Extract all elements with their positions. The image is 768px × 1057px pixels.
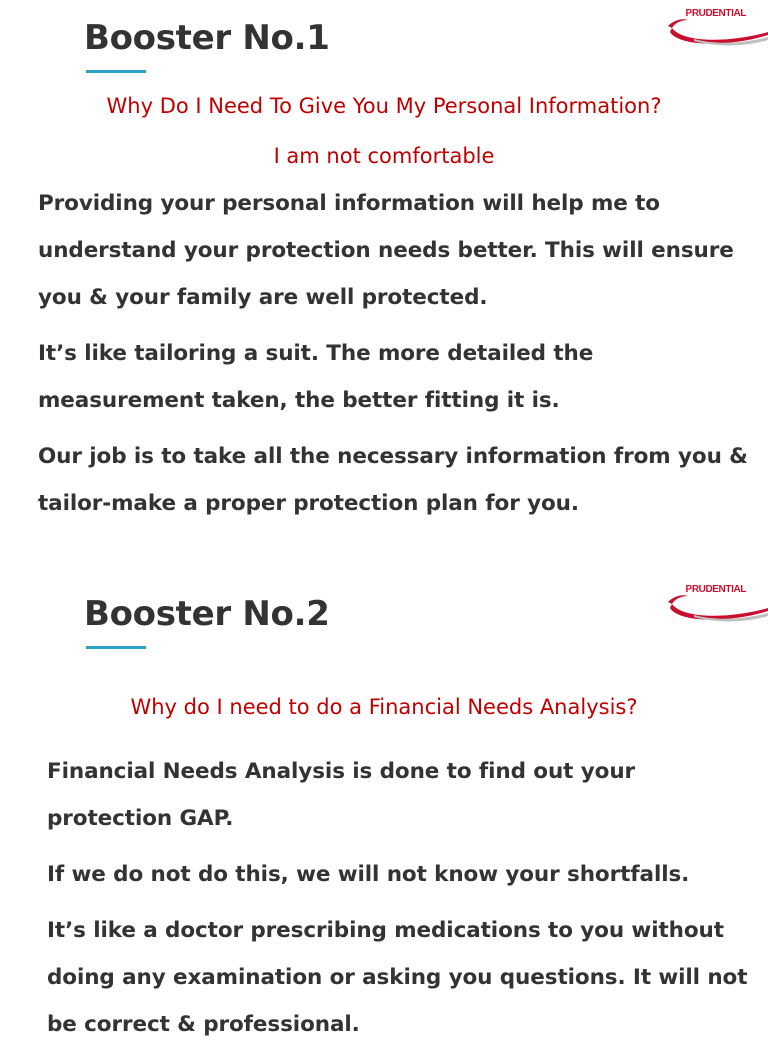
question-line: Why do I need to do a Financial Needs Analysis? [130, 695, 638, 719]
prudential-logo-text: PRUDENTIAL [685, 584, 746, 595]
slide-title: Booster No.2 [84, 594, 330, 634]
body-paragraph: It’s like a doctor prescribing medications to you without doing any examination or asking you questions. It will not be correct & professional. [47, 918, 748, 1037]
slide-booster-2 [0, 576, 768, 1037]
question-line: I am not comfortable [273, 144, 495, 168]
body-paragraph: It’s like tailoring a suit. The more detailed the measurement taken, the better fitting it is. [38, 341, 594, 413]
slide-body [47, 748, 762, 1057]
slide-question [0, 81, 768, 181]
prudential-logo [664, 582, 768, 624]
body-paragraph: Providing your personal information will help me to understand your protection needs better. This will ensure you & your family are well protected. [38, 191, 734, 310]
question-line: Why Do I Need To Give You My Personal Information? [106, 94, 662, 118]
title-underline [86, 70, 146, 73]
slide-body [38, 180, 758, 536]
body-paragraph: Financial Needs Analysis is done to find out your protection GAP. [47, 759, 636, 831]
body-paragraph: Our job is to take all the necessary information from you & tailor-make a proper protection plan for you. [38, 444, 748, 516]
prudential-logo-text: PRUDENTIAL [685, 8, 746, 19]
body-paragraph: If we do not do this, we will not know your shortfalls. [47, 862, 690, 887]
title-underline [86, 646, 146, 649]
prudential-logo [664, 6, 768, 48]
slide-title: Booster No.1 [84, 18, 330, 58]
slide-question [0, 682, 768, 732]
